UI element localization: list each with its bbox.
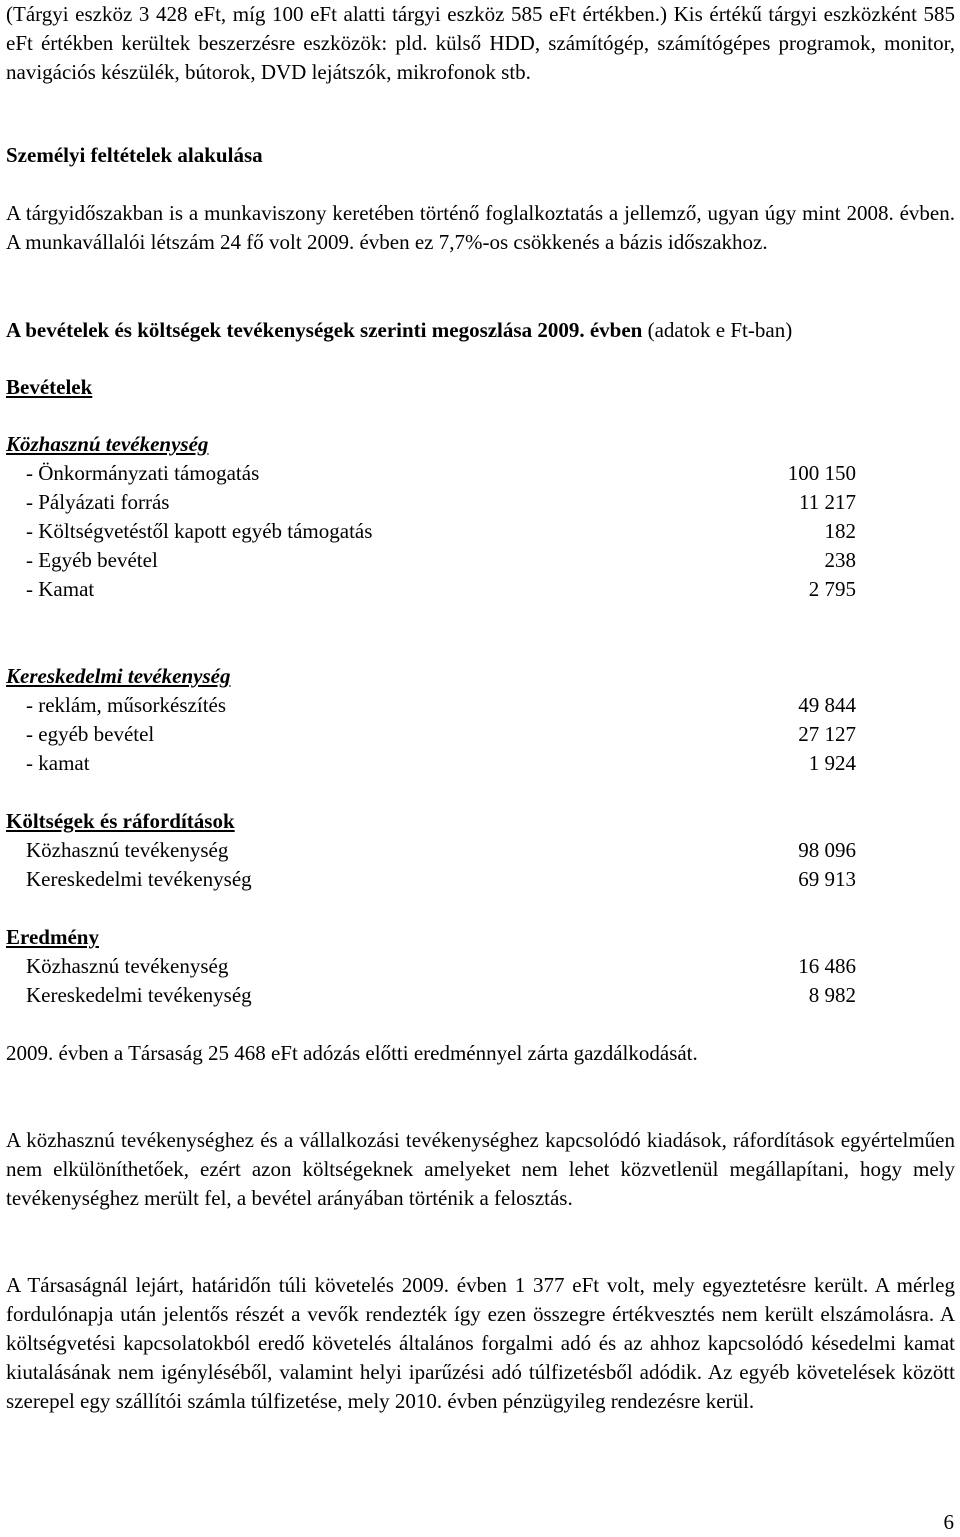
row-value: 27 127 (798, 722, 856, 746)
row-label: - Költségvetéstől kapott egyéb támogatás (26, 519, 373, 543)
row-value: 16 486 (798, 954, 856, 978)
row-label: Kereskedelmi tevékenység (26, 983, 252, 1007)
personal-paragraph: A tárgyidőszakban is a munkaviszony keretében történő foglalkoztatás a jellemző, ugyan úgy mint 2008. évben. A munkavállalói létszám 24 fő volt 2009. évben ez 7,7%-os csökkenés a bázis időszakhoz. (6, 201, 955, 254)
table-row (26, 459, 856, 488)
row-value: 100 150 (787, 461, 856, 485)
breakdown-heading-bold: A bevételek és költségek tevékenységek szerinti megoszlása 2009. évben (6, 318, 643, 342)
row-value: 49 844 (798, 693, 856, 717)
row-value: 11 217 (799, 490, 856, 514)
row-label: Közhasznú tevékenység (26, 838, 229, 862)
row-label: - kamat (26, 751, 90, 775)
table-row (26, 488, 856, 517)
row-label: - egyéb bevétel (26, 722, 155, 746)
revenues-title: Bevételek (6, 375, 93, 399)
row-label: - Egyéb bevétel (26, 548, 158, 572)
breakdown-heading-unit: (adatok e Ft-ban) (647, 318, 793, 342)
row-label: - Pályázati forrás (26, 490, 170, 514)
table-row (26, 952, 856, 981)
allocation-paragraph: A közhasznú tevékenységhez és a vállalkozási tevékenységhez kapcsolódó kiadások, ráfordítások egyértelműen nem elkülöníthetőek, ezért azon költségeknek amelyeket nem lehet közvetlenül megállapítani, hogy mely tevékenységhez merült fel, a bevétel arányában történik a felosztás. (6, 1128, 955, 1210)
row-label: - Kamat (26, 577, 95, 601)
table-row (26, 691, 856, 720)
row-label: Közhasznú tevékenység (26, 954, 229, 978)
row-label: Kereskedelmi tevékenység (26, 867, 252, 891)
row-value: 69 913 (798, 867, 856, 891)
table-row (26, 865, 856, 894)
row-value: 238 (824, 548, 856, 572)
row-label: - Önkormányzati támogatás (26, 461, 260, 485)
breakdown-heading (6, 316, 955, 345)
table-row (26, 981, 856, 1010)
intro-paragraph: (Tárgyi eszköz 3 428 eFt, míg 100 eFt alatti tárgyi eszköz 585 eFt értékben.) Kis értékű tárgyi eszközként 585 eFt értékben kerültek beszerzésre eszközök: pld. külső HDD, számítógép, számítógépes programok, monitor, navigációs készülék, bútorok, DVD lejátszók, mikrofonok stb. (6, 2, 955, 84)
row-value: 8 982 (808, 983, 856, 1007)
page-number: 6 (943, 1510, 954, 1534)
row-value: 2 795 (808, 577, 856, 601)
receivables-paragraph: A Társaságnál lejárt, határidőn túli követelés 2009. évben 1 377 eFt volt, mely egyeztetésre került. A mérleg fordulónapja után jelentős részét a vevők rendezték így ezen összegre értékvesztés nem került elszámolásra. A költségvetési kapcsolatokból eredő követelés általános forgalmi adó és az ahhoz kapcsolódó késedelmi kamat kiutalásának nem igényléséből, valamint helyi iparűzési adó túlfizetésből adódik. Az egyéb követelések között szerepel egy szállítói számla túlfizetése, mely 2010. évben pénzügyileg rendezésre kerül. (6, 1273, 955, 1413)
table-row (26, 749, 856, 778)
costs-title: Költségek és ráfordítások (6, 809, 235, 833)
row-value: 1 924 (808, 751, 856, 775)
table-row (26, 517, 856, 546)
commercial-activity-title: Kereskedelmi tevékenység (6, 664, 231, 688)
table-row (26, 575, 856, 604)
row-value: 98 096 (798, 838, 856, 862)
personal-heading: Személyi feltételek alakulása (6, 143, 263, 167)
table-row (26, 546, 856, 575)
summary-paragraph: 2009. évben a Társaság 25 468 eFt adózás előtti eredménnyel zárta gazdálkodását. (6, 1041, 698, 1065)
result-title: Eredmény (6, 925, 99, 949)
table-row (26, 836, 856, 865)
public-activity-title: Közhasznú tevékenység (6, 432, 209, 456)
row-label: - reklám, műsorkészítés (26, 693, 227, 717)
row-value: 182 (824, 519, 856, 543)
table-row (26, 720, 856, 749)
